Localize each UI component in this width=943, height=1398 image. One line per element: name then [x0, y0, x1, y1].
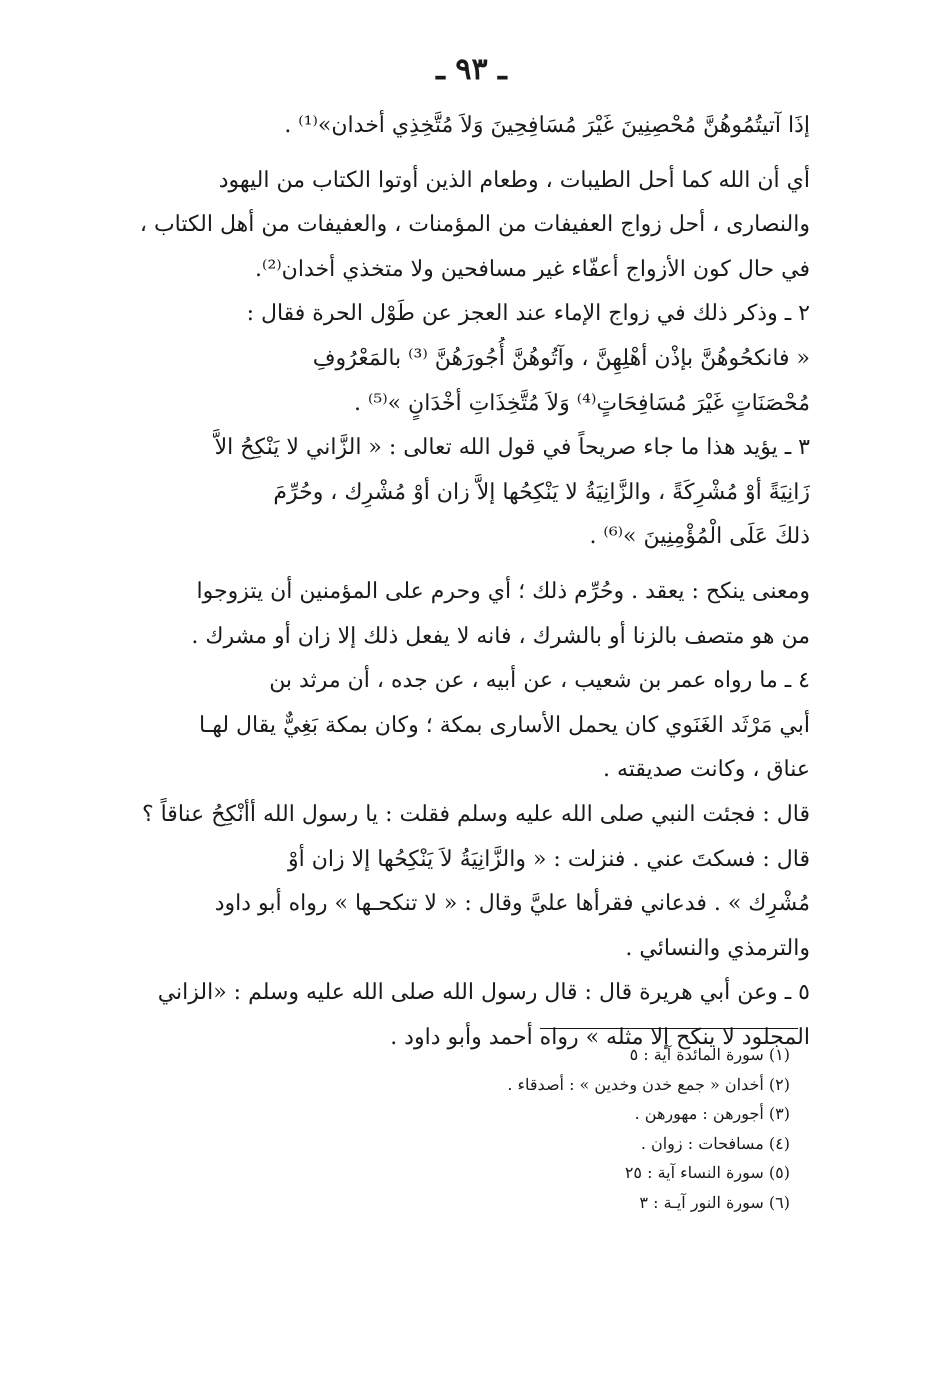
text-line: في حال كون الأزواج أعفّاء غير مسافحين ولا متخذي أخدان⁽²⁾.	[255, 256, 810, 282]
text-line: ٤ ـ ما رواه عمر بن شعيب ، عن أبيه ، عن جده ، أن مرثد بن	[269, 668, 810, 694]
text-line: « فانكحُوهُنَّ بإذْن أهْلِهِنَّ ، وآتُوهُنَّ أُجُورَهُنَّ ⁽³⁾ بالمَعْرُوفِ	[312, 345, 810, 371]
text-line: قال : فجئت النبي صلى الله عليه وسلم فقلت : يا رسول الله أأنْكِحُ عناقاً ؟	[141, 801, 810, 827]
text-line: والنصارى ، أحل زواج العفيفات من المؤمنات ، والعفيفات من أهل الكتاب ،	[139, 212, 810, 238]
text-line: المجلود لا ينكح إلا مثله » رواه أحمد وأبو داود .	[390, 1024, 810, 1050]
footnote-divider	[540, 1028, 798, 1029]
text-line: زَانِيَةً أوْ مُشْرِكَةً ، والزَّانِيَةُ لا يَنْكِحُها إلاَّ زان أوْ مُشْرِك ، وحُرِّمَ	[273, 479, 810, 505]
text-line: مُحْصَنَاتٍ غَيْرَ مُسَافِحَاتٍ⁽⁴⁾ وَلاَ مُتَّخِذَاتِ أخْدَانٍ »⁽⁵⁾ .	[353, 390, 810, 416]
text-line: أبي مَرْثَد الغَنَوي كان يحمل الأسارى بمكة ؛ وكان بمكة بَغِيٌّ يقال لهـا	[199, 712, 810, 738]
footnote: (٢) أخدان « جمع خدن وخدين » : أصدقاء .	[507, 1074, 790, 1094]
footnotes	[360, 1040, 790, 1218]
footnote: (٤) مسافحات : زوان .	[640, 1133, 790, 1153]
text-line: ٥ ـ وعن أبي هريرة قال : قال رسول الله صلى الله عليه وسلم : «الزاني	[157, 980, 810, 1006]
text-line: عناق ، وكانت صديقته .	[602, 757, 810, 783]
text-line: أي أن الله كما أحل الطيبات ، وطعام الذين أوتوا الكتاب من اليهود	[218, 167, 810, 193]
footnote: (١) سورة المائدة آية : ٥	[629, 1045, 790, 1064]
text-line: قال : فسكتَ عني . فنزلت : « والزَّانِيَةُ لاَ يَنْكِحُها إلا زان أوْ	[287, 846, 810, 872]
text-line: والترمذي والنسائي .	[625, 935, 810, 961]
text-line: ٢ ـ وذكر ذلك في زواج الإماء عند العجز عن طَوْل الحرة فقال :	[246, 301, 810, 327]
text-line: ٣ ـ يؤيد هذا ما جاء صريحاً في قول الله تعالى : « الزَّاني لا يَنْكِحُ الاَّ	[214, 435, 810, 461]
body-text	[110, 104, 810, 1060]
text-line: ومعنى ينكح : يعقد . وحُرِّم ذلك ؛ أي وحرم على المؤمنين أن يتزوجوا	[196, 578, 810, 604]
footnote: (٥) سورة النساء آية : ٢٥	[624, 1163, 790, 1183]
footnote: (٦) سورة النور آيـة : ٣	[639, 1192, 790, 1212]
text-line: من هو متصف بالزنا أو بالشرك ، فانه لا يفعل ذلك إلا زان أو مشرك .	[191, 623, 810, 649]
paragraph-gap	[110, 149, 810, 159]
paragraph-gap	[110, 560, 810, 570]
text-line: ذلكَ عَلَى الْمُؤْمِنِينَ »⁽⁶⁾ .	[589, 524, 810, 550]
page-number: ـ ٩٣ ـ	[436, 52, 507, 87]
text-line: إذَا آتيتُمُوهُنَّ مُحْصِنِينَ غَيْرَ مُسَافِحِينَ وَلاَ مُتَّخِذِي أخدان»⁽¹⁾ .	[284, 113, 810, 138]
text-line: مُشْرِك » . فدعاني فقرأها عليَّ وقال : « لا تنكحـها » رواه أبو داود	[214, 891, 810, 917]
footnote: (٣) أجورهن : مهورهن .	[634, 1104, 790, 1124]
